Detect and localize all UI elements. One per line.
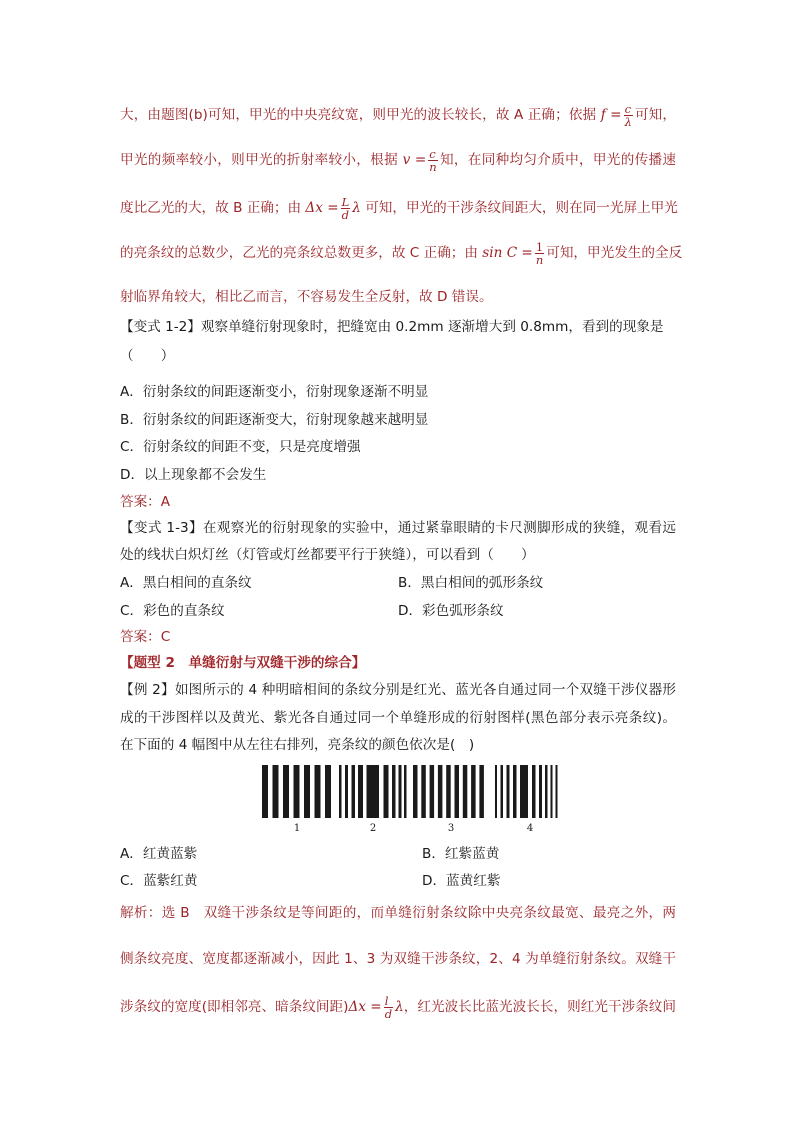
denominator: n (429, 159, 437, 174)
variant-1-3-option-b: B．黑白相间的弧形条纹 (398, 575, 544, 591)
fringe-pattern-4 (495, 765, 558, 818)
figure-label-3: 3 (447, 823, 455, 834)
fraction (341, 196, 351, 221)
prev-solution-line-2 (120, 147, 676, 173)
fringe-bar (283, 765, 289, 818)
equation-lhs: sin C = (482, 245, 533, 261)
fringe-bar (446, 765, 451, 818)
text-segment: 可知，甲光发生的全反 (546, 245, 683, 261)
example-2-option-c: C．蓝紫红黄 (120, 873, 198, 889)
fringe-bar (513, 765, 517, 818)
fringe-bar (315, 765, 321, 818)
fringe-bar (358, 765, 363, 818)
example-2-option-d: D．蓝黄红紫 (422, 873, 501, 889)
fringe-pattern-3 (413, 765, 484, 818)
denominator: d (341, 207, 349, 222)
variant-1-2-option-c: C．衍射条纹的间距不变，只是亮度增强 (120, 439, 361, 455)
example-2-option-a: A．红黄蓝紫 (120, 846, 198, 862)
fringe-bar (384, 765, 389, 818)
fringe-bar (455, 765, 460, 818)
example-2-stem-line-2: 成的干涉图样以及黄光、紫光各自通过同一个单缝形成的衍射图样(黑色部分表示亮条纹)。 (120, 710, 676, 726)
fringe-bar (520, 765, 528, 818)
section-title: 【题型 2 单缝衍射与双缝干涉的综合】 (120, 655, 366, 671)
variant-1-2-option-a: A．衍射条纹的间距逐渐变小，衍射现象逐渐不明显 (120, 384, 429, 400)
fringe-pattern-1 (262, 765, 331, 818)
denominator: n (535, 252, 544, 267)
variant-1-3-stem-line-1: 【变式 1-3】在观察光的衍射现象的实验中，通过紧靠眼睛的卡尺测脚形成的狭缝，观看远 (120, 520, 676, 536)
analysis-line-2: 侧条纹亮度、宽度都逐渐减小，因此 1、3 为双缝干涉条纹，2、4 为单缝衍射条纹。双缝干 (120, 951, 676, 967)
wavelength-symbol: λ (352, 200, 361, 216)
fringe-bar (556, 765, 558, 818)
analysis-line-1: 解析：选 B 双缝干涉条纹是等间距的，而单缝衍射条纹除中央亮条纹最宽、最亮之外，两 (120, 905, 676, 921)
fringe-bar (392, 765, 396, 818)
fringe-bar (438, 765, 443, 818)
text-segment: 可知， (634, 107, 676, 123)
equation-lhs: v = (402, 152, 427, 168)
fringe-bar (532, 765, 536, 818)
fringe-bar (507, 765, 510, 818)
fringe-bar (262, 765, 268, 818)
variant-1-2-blank: （ ） (120, 348, 175, 364)
prev-solution-line-5: 射临界角较大，相比乙而言，不容易发生全反射，故 D 错误。 (120, 289, 493, 305)
fringe-bar (421, 765, 426, 818)
variant-1-2-answer: 答案：A (120, 494, 171, 510)
text-segment: 知，在同种均匀介质中，甲光的传播速 (439, 152, 676, 168)
equation-lhs: Δx = (348, 999, 382, 1015)
variant-1-2-option-b: B．衍射条纹的间距逐渐变大，衍射现象越来越明显 (120, 412, 429, 428)
fraction (535, 241, 544, 266)
figure-label-2: 2 (369, 823, 377, 834)
fringe-bar (471, 765, 476, 818)
fringe-bar (479, 765, 484, 818)
fringe-bar (430, 765, 435, 818)
text-segment: 度比乙光的大，故 B 正确；由 (120, 200, 306, 216)
fringe-bar (352, 765, 356, 818)
fringe-bar (501, 765, 504, 818)
fringe-bar (304, 765, 310, 818)
prev-solution-line-3 (120, 195, 676, 221)
fringe-bar (294, 765, 300, 818)
text-segment: 可知，甲光的干涉条纹间距大，则在同一光屏上甲光 (360, 200, 678, 216)
fringe-bar (367, 765, 380, 818)
fringe-bar (345, 765, 348, 818)
fringe-bar (404, 765, 407, 818)
equation-lhs: f = (600, 107, 622, 123)
text-segment: 大，由题图(b)可知，甲光的中央亮纹宽，则甲光的波长较长，故 A 正确；依据 (120, 107, 601, 123)
fringe-bar (339, 765, 342, 818)
text-segment: 的亮条纹的总数少，乙光的亮条纹总数更多，故 C 正确；由 (120, 245, 483, 261)
example-2-stem-line-3: 在下面的 4 幅图中从左往右排列，亮条纹的颜色依次是( ) (120, 737, 475, 753)
example-2-option-b: B．红紫蓝黄 (422, 846, 500, 862)
fraction (428, 148, 437, 173)
variant-1-2-stem: 【变式 1-2】观察单缝衍射现象时，把缝宽由 0.2mm 逐渐增大到 0.8mm，看到的现象是 (120, 319, 664, 335)
fringe-bar (325, 765, 331, 818)
wavelength-symbol: λ (395, 999, 404, 1015)
text-segment: ，红光波长比蓝光波长长，则红光干涉条纹间 (403, 999, 677, 1015)
numerator: c (624, 101, 632, 116)
fringe-bar (463, 765, 468, 818)
equation-lhs: Δx = (305, 200, 339, 216)
numerator: L (341, 194, 350, 209)
fringe-figure (262, 765, 558, 818)
fringe-bar (545, 765, 548, 818)
example-2-stem-line-1: 【例 2】如图所示的 4 种明暗相间的条纹分别是红光、蓝光各自通过同一个双缝干涉仪器形 (120, 682, 676, 698)
fraction (384, 995, 393, 1020)
prev-solution-line-1 (120, 102, 676, 128)
text-segment: 涉条纹的宽度(即相邻亮、暗条纹间距) (120, 999, 349, 1015)
prev-solution-line-4 (120, 239, 683, 267)
fringe-bar (551, 765, 553, 818)
fringe-bar (495, 765, 497, 818)
fraction (624, 103, 633, 128)
fringe-bar (413, 765, 418, 818)
numerator: l (384, 995, 393, 1008)
variant-1-3-option-c: C．彩色的直条纹 (120, 603, 225, 619)
variant-1-3-stem-line-2: 处的线状白炽灯丝（灯管或灯丝都要平行于狭缝），可以看到（ ） (120, 547, 535, 563)
denominator: λ (624, 114, 632, 129)
numerator: c (429, 146, 436, 161)
figure-label-1: 1 (293, 823, 301, 834)
numerator: 1 (535, 239, 544, 254)
denominator: d (384, 1006, 393, 1021)
analysis-line-3 (120, 994, 676, 1020)
fringe-pattern-2 (339, 765, 407, 818)
fringe-bar (399, 765, 402, 818)
text-segment: 甲光的频率较小，则甲光的折射率较小，根据 (120, 152, 403, 168)
variant-1-3-answer: 答案：C (120, 629, 171, 645)
variant-1-2-option-d: D．以上现象都不会发生 (120, 467, 267, 483)
figure-label-4: 4 (526, 823, 534, 834)
fringe-bar (273, 765, 279, 818)
variant-1-3-option-a: A．黑白相间的直条纹 (120, 575, 252, 591)
fringe-bar (539, 765, 542, 818)
variant-1-3-option-d: D．彩色弧形条纹 (398, 603, 504, 619)
